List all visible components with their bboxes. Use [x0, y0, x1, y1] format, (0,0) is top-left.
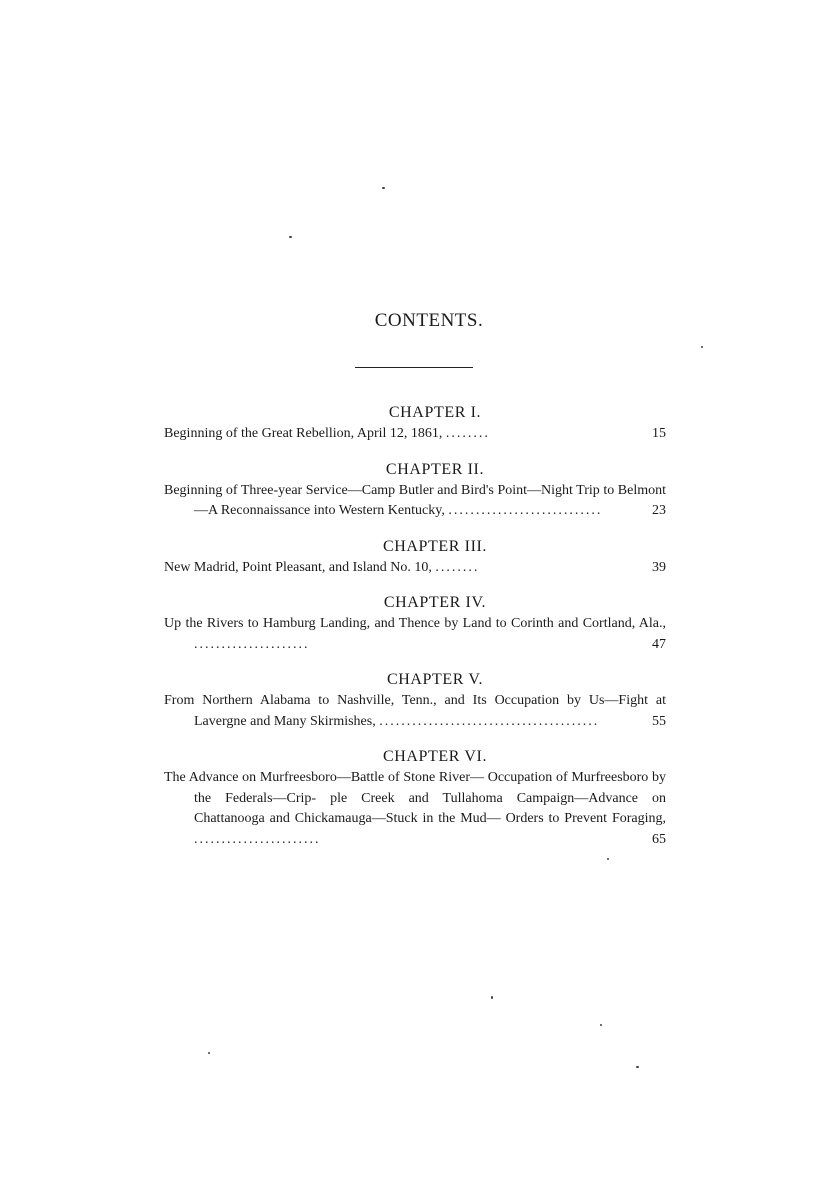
- dot-leaders: .....................: [194, 636, 310, 652]
- page-number: 47: [649, 635, 666, 656]
- scan-speck: [636, 1066, 639, 1068]
- chapter-entry: [164, 558, 666, 579]
- scan-speck: [607, 858, 609, 860]
- title-rule: [355, 367, 473, 368]
- chapter-heading: CHAPTER V.: [386, 671, 484, 688]
- chapter-entry: [164, 614, 666, 655]
- chapter-heading: CHAPTER IV.: [383, 594, 487, 611]
- entry-line: Beginning of Three-year Service—Camp Butler and Bird's: [164, 482, 494, 498]
- entry-line: Point—Night Trip to Belmont—A Reconnaissance: [194, 482, 666, 518]
- chapter-entry: [164, 691, 666, 732]
- entry-line: into Western Kentucky,: [313, 503, 445, 518]
- entry-line: Orders to Prevent Foraging,: [505, 811, 667, 826]
- chapter-heading: CHAPTER I.: [388, 404, 482, 421]
- page-title: CONTENTS.: [374, 310, 484, 331]
- dot-leaders: ........: [445, 426, 490, 441]
- scan-speck: [491, 996, 493, 999]
- scan-speck: [289, 236, 292, 238]
- entry-line: Occupation by Us—Fight at Lavergne and Many: [194, 693, 666, 729]
- scan-speck: [701, 346, 703, 348]
- entry-line: Skirmishes,: [309, 713, 376, 729]
- dot-leaders: ........: [435, 559, 480, 575]
- scan-speck: [382, 187, 385, 189]
- entry-line: The Advance on Murfreesboro—Battle of Stone River—: [164, 770, 485, 785]
- page-number: 55: [649, 712, 666, 733]
- entry-line: to Corinth and Cortland, Ala.,: [495, 616, 666, 631]
- entry-line: ple Creek and Tullahoma Campaign—Advance on: [330, 790, 666, 806]
- scan-speck: [600, 1024, 602, 1026]
- entry-line: Beginning of the Great Rebellion, April 12, 1861,: [164, 426, 443, 441]
- dot-leaders: ........................................: [379, 713, 600, 729]
- scan-speck: [208, 1052, 210, 1054]
- entry-line: Chattanooga and Chickamauga—Stuck in the Mud—: [194, 811, 501, 826]
- entry-line: New Madrid, Point Pleasant, and Island No. 10,: [164, 559, 432, 575]
- chapter-heading: CHAPTER II.: [385, 460, 485, 478]
- entry-line: Occupation of Murfreesboro by the Federals—Crip-: [194, 770, 667, 806]
- table-of-contents: [164, 402, 666, 864]
- page-number: 39: [649, 558, 666, 579]
- entry-line: From Northern Alabama to Nashville, Tenn., and Its: [164, 693, 487, 708]
- entry-line: Up the Rivers to Hamburg Landing, and Thence by Land: [164, 616, 492, 631]
- page-number: 65: [649, 830, 666, 851]
- dot-leaders: ............................: [448, 503, 603, 518]
- chapter-entry: [164, 768, 666, 850]
- dot-leaders: .......................: [194, 831, 321, 847]
- chapter-heading: CHAPTER VI.: [382, 748, 488, 765]
- chapter-heading: CHAPTER III.: [382, 537, 488, 555]
- chapter-entry: [164, 481, 666, 522]
- page-number: 23: [649, 501, 666, 522]
- page-number: 15: [649, 424, 666, 445]
- chapter-entry: [164, 424, 666, 445]
